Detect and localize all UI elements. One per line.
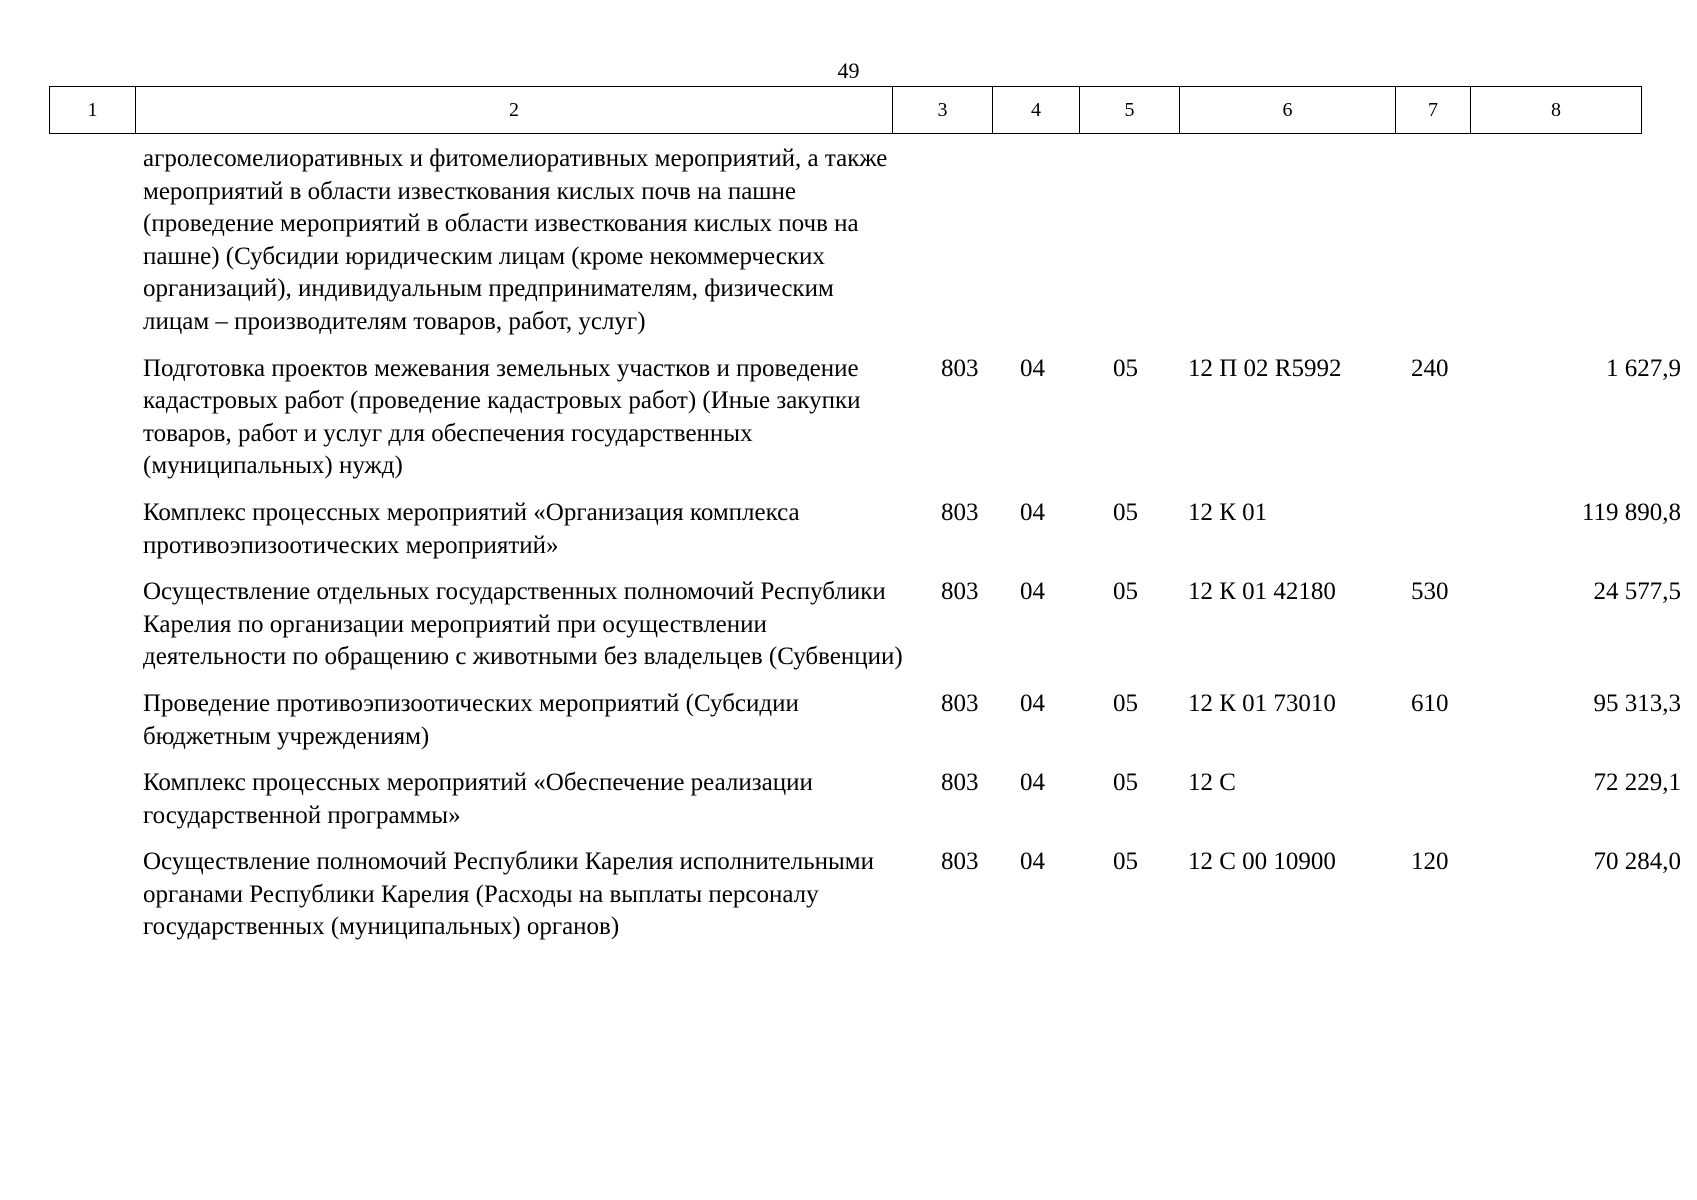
column-header-5: 5 [1080,87,1180,134]
row-description: Осуществление полномочий Республики Карелия исполнительными органами Республики Карелия (Расходы на выплаты персоналу государственных (муниципальных) органов) [143,848,874,941]
row-section-code: 04 [1020,848,1045,876]
row-amount: 1 627,9 [1606,354,1681,382]
row-amount: 95 313,3 [1593,689,1681,717]
row-target-article: 12 К 01 42180 [1188,578,1336,606]
row-description: агролесомелиоративных и фитомелиоративных мероприятий, а также мероприятий в области известкования кислых почв на пашне (проведение мероприятий в области известкования кислых почв на пашне) (Субсидии юридическим лицам (кроме некоммерческих организаций), индивидуальным предпринимателям, физическим лицам – производителям товаров, работ, услуг) [143,145,888,335]
row-expense-type: 530 [1411,578,1449,606]
table-row [49,497,1681,562]
row-amount: 119 890,8 [1581,498,1681,526]
row-subsection-code: 05 [1113,769,1138,797]
row-section-code: 04 [1020,578,1045,606]
column-header-2: 2 [136,87,893,134]
table-row [49,688,1681,753]
row-ministry-code: 803 [941,354,979,382]
row-amount: 24 577,5 [1593,578,1681,606]
row-amount: 70 284,0 [1593,848,1681,876]
row-description: Комплекс процессных мероприятий «Обеспечение реализации государственной программы» [143,769,813,829]
table-row [49,767,1681,832]
page-number: 49 [837,58,860,83]
table-row [49,576,1681,674]
row-subsection-code: 05 [1113,354,1138,382]
row-subsection-code: 05 [1113,848,1138,876]
row-subsection-code: 05 [1113,498,1138,526]
row-subsection-code: 05 [1113,689,1138,717]
row-target-article: 12 С 00 10900 [1188,848,1336,876]
row-target-article: 12 К 01 73010 [1188,689,1336,717]
row-ministry-code: 803 [941,848,979,876]
column-header-table [49,86,1642,134]
row-section-code: 04 [1020,689,1045,717]
row-target-article: 12 С [1188,769,1236,797]
row-subsection-code: 05 [1113,578,1138,606]
row-description: Осуществление отдельных государственных полномочий Республики Карелия по организации мероприятий при осуществлении деятельности по обращению с животными без владельцев (Субвенции) [143,578,903,671]
column-header-1: 1 [50,87,136,134]
row-description: Подготовка проектов межевания земельных участков и проведение кадастровых работ (проведение кадастровых работ) (Иные закупки товаров, работ и услуг для обеспечения государственных (муниципальных) нужд) [143,354,861,480]
column-header-3: 3 [893,87,993,134]
column-header-8: 8 [1471,87,1642,134]
column-header-6: 6 [1180,87,1396,134]
table-row [49,353,1681,483]
table-row [49,846,1681,944]
row-section-code: 04 [1020,769,1045,797]
table-row [49,143,1641,339]
row-expense-type: 240 [1411,354,1449,382]
row-ministry-code: 803 [941,689,979,717]
row-ministry-code: 803 [941,578,979,606]
row-section-code: 04 [1020,498,1045,526]
row-target-article: 12 П 02 R5992 [1188,354,1342,382]
row-expense-type: 120 [1411,848,1449,876]
row-description: Проведение противоэпизоотических мероприятий (Субсидии бюджетным учреждениям) [143,689,799,750]
budget-table-body [49,143,1681,958]
row-ministry-code: 803 [941,498,979,526]
column-header-4: 4 [993,87,1080,134]
row-section-code: 04 [1020,354,1045,382]
row-description: Комплекс процессных мероприятий «Организация комплекса противоэпизоотических мероприятий» [143,498,800,559]
row-amount: 72 229,1 [1593,769,1681,797]
row-ministry-code: 803 [941,769,979,797]
row-target-article: 12 К 01 [1188,498,1268,526]
column-header-7: 7 [1396,87,1471,134]
row-expense-type: 610 [1411,689,1449,717]
